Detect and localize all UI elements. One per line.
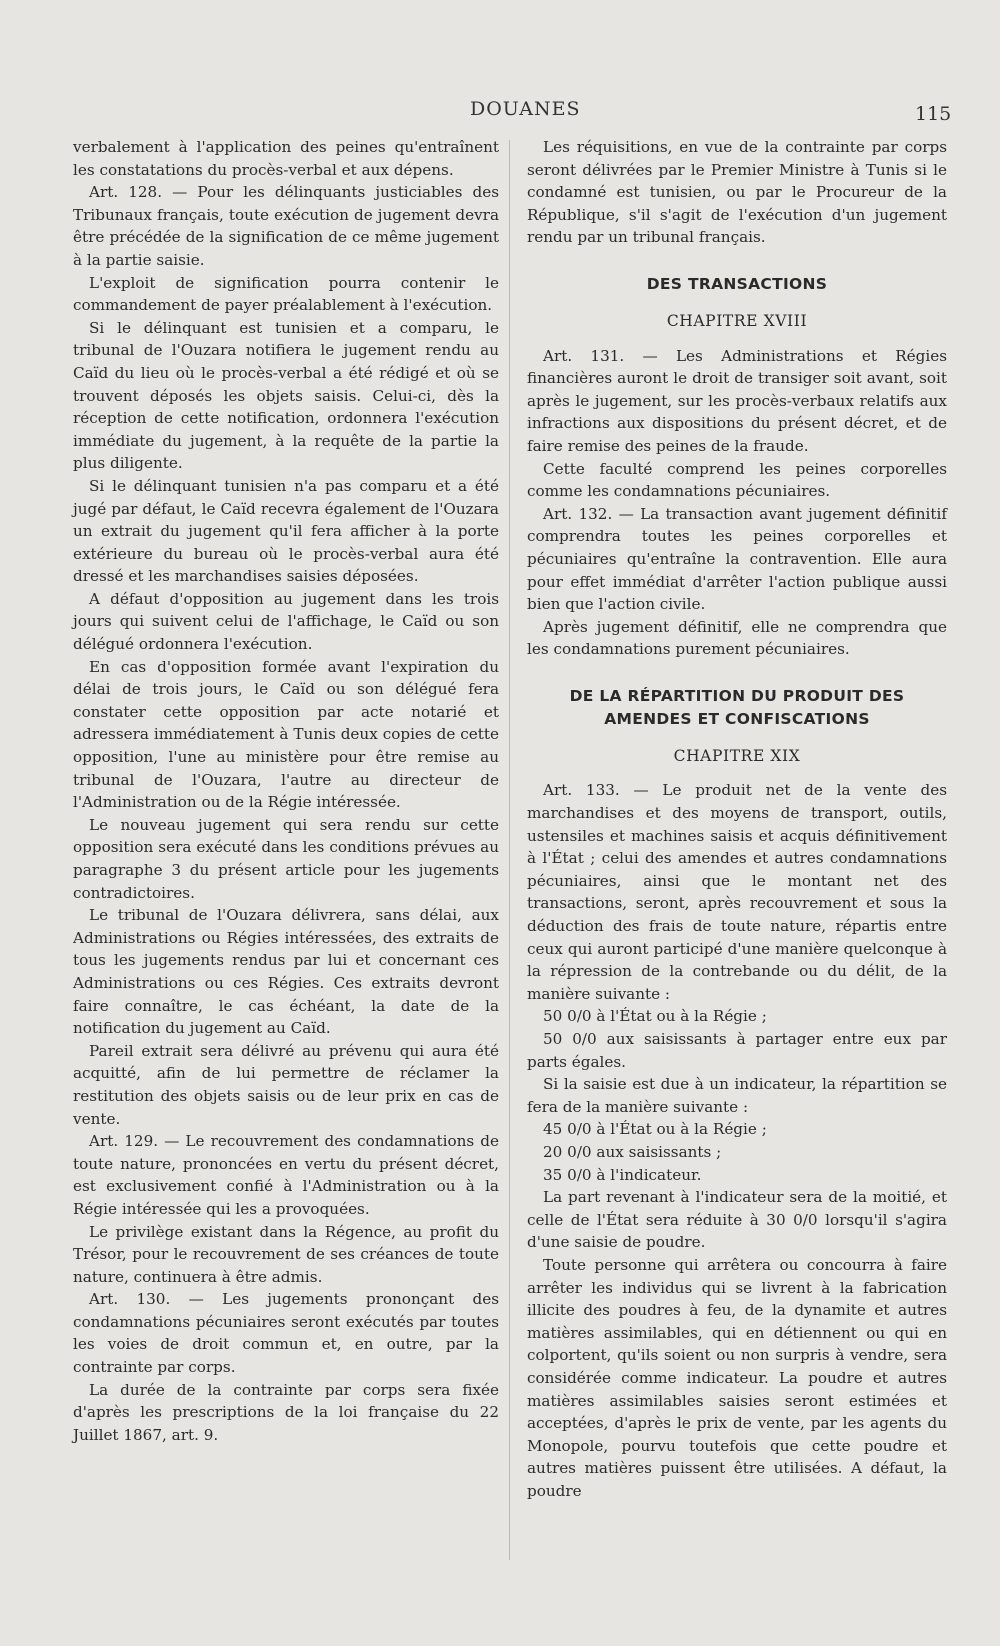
right-column [527, 136, 947, 1502]
paragraph: Pareil extrait sera délivré au prévenu qui aura été acquitté, afin de lui permettre de réclamer la restitution des objets saisis ou de leur prix en cas de vente. [73, 1041, 499, 1128]
paragraph: En cas d'opposition formée avant l'expiration du délai de trois jours, le Caïd ou son délégué fera constater cette opposition par acte notarié et adressera immédiatement à Tunis deux copies de cette opposition, l'une au ministère pour être remise au tribunal de l'Ouzara, l'autre au directeur de l'Administration ou de la Régie intéressée. [73, 657, 499, 812]
paragraph: verbalement à l'application des peines qu'entraînent les constatations du procès-verbal et aux dépens. [73, 138, 499, 179]
running-title: DOUANES [470, 98, 581, 120]
distribution-list-indicator [527, 1118, 947, 1186]
paragraph: Si le délinquant est tunisien et a comparu, le tribunal de l'Ouzara notifiera le jugement rendu au Caïd du lieu où le procès-verbal a été rédigé et où se trouvent déposés les objets saisis. Celui-ci, dès la réception de cette notification, ordonnera l'exécution immédiate du jugement, à la requête de la partie la plus diligente. [73, 318, 499, 473]
paragraph: Cette faculté comprend les peines corporelles comme les condamnations pécuniaires. [527, 459, 947, 501]
article-133: Art. 133. — Le produit net de la vente des marchandises et des moyens de transport, outils, ustensiles et machines saisis et acquis définitivement à l'État ; celui des amendes et autres condamnations pécuniaires, ainsi que le montant net des transactions, seront, après recouvrement et sous la déduction des frais de toute nature, répartis entre ceux qui auront participé d'une manière quelconque à la répression de la contrebande ou du délit, de la manière suivante : [527, 781, 947, 1003]
list-item: 20 0/0 aux saisissants ; [543, 1142, 722, 1161]
page-number: 115 [915, 103, 952, 125]
list-item: 45 0/0 à l'État ou à la Régie ; [543, 1120, 767, 1139]
chapter-heading-xviii: CHAPITRE XVIII [666, 311, 808, 330]
section-heading-repartition-line-2: AMENDES ET CONFISCATIONS [604, 709, 870, 728]
paragraph: Le nouveau jugement qui sera rendu sur cette opposition sera exécuté dans les conditions prévues au paragraphe 3 du présent article pour les jugements contradictoires. [73, 815, 499, 902]
paragraph: A défaut d'opposition au jugement dans les trois jours qui suivent celui de l'affichage, le Caïd ou son délégué ordonnera l'exécution. [73, 589, 499, 654]
paragraph: Le tribunal de l'Ouzara délivrera, sans délai, aux Administrations ou Régies intéressées, des extraits de tous les jugements rendus par lui et concernant ces Administrations ou ces Régies. Ces extraits devront faire connaître, le cas échéant, la date de la notification du jugement au Caïd. [73, 906, 499, 1038]
article-131: Art. 131. — Les Administrations et Régies financières auront le droit de transiger soit avant, soit après le jugement, sur les procès-verbaux relatifs aux infractions aux dispositions du présent décret, et de faire remise des peines de la fraude. [527, 346, 947, 455]
list-item: 50 0/0 aux saisissants à partager entre eux par parts égales. [527, 1030, 947, 1071]
paragraph: La durée de la contrainte par corps sera fixée d'après les prescriptions de la loi française du 22 Juillet 1867, art. 9. [73, 1380, 499, 1444]
paragraph: Après jugement définitif, elle ne comprendra que les condamnations purement pécuniaires. [527, 617, 947, 659]
paragraph: Toute personne qui arrêtera ou concourra à faire arrêter les individus qui se livrent à la fabrication illicite des poudres à feu, de la dynamite et autres matières assimilables, qui en détiennent ou qui en colportent, qu'ils soient ou non surpris à vendre, sera considérée comme indicateur. La poudre et autres matières assimilables saisies seront estimées et acceptées, d'après le prix de vente, par les agents du Monopole, pourvu toutefois que cette poudre et autres matières puissent être utilisées. A défaut, la poudre [527, 1255, 947, 1500]
paragraph: L'exploit de signification pourra contenir le commandement de payer préalablement à l'exécution. [73, 273, 499, 315]
paragraph: Si le délinquant tunisien n'a pas comparu et a été jugé par défaut, le Caïd recevra également de l'Ouzara un extrait du jugement qu'il fera afficher à la porte extérieure du bureau où le procès-verbal aura été dressé et les marchandises saisies déposées. [73, 476, 499, 586]
paragraph: Le privilège existant dans la Régence, au profit du Trésor, pour le recouvrement de ses créances de toute nature, continuera à être admis. [73, 1222, 499, 1286]
list-item: 50 0/0 à l'État ou à la Régie ; [543, 1007, 767, 1026]
paragraph: Si la saisie est due à un indicateur, la répartition se fera de la manière suivante : [527, 1075, 947, 1116]
column-divider [509, 140, 510, 1560]
left-column [73, 136, 499, 1446]
article-128: Art. 128. — Pour les délinquants justiciables des Tribunaux français, toute exécution de jugement devra être précédée de la signification de ce même jugement à la partie saisie. [73, 183, 499, 269]
article-130: Art. 130. — Les jugements prononçant des condamnations pécuniaires seront exécutés par toutes les voies de droit commun et, en outre, par la contrainte par corps. [73, 1290, 499, 1377]
article-132: Art. 132. — La transaction avant jugement définitif comprendra toutes les peines corporelles et pécuniaires qu'entraîne la contravention. Elle aura pour effet immédiat d'arrêter l'action publique aussi bien que l'action civile. [527, 504, 947, 614]
article-129: Art. 129. — Le recouvrement des condamnations de toute nature, prononcées en vertu du présent décret, est exclusivement confié à l'Administration ou à la Régie intéressée qui les a provoquées. [73, 1132, 499, 1218]
paragraph: Les réquisitions, en vue de la contrainte par corps seront délivrées par le Premier Ministre à Tunis si le condamné est tunisien, ou par le Procureur de la République, s'il s'agit de l'exécution d'un jugement rendu par un tribunal français. [527, 138, 947, 247]
distribution-list [527, 1005, 947, 1073]
list-item: 35 0/0 à l'indicateur. [543, 1165, 702, 1184]
section-heading-transactions: DES TRANSACTIONS [646, 274, 828, 293]
chapter-heading-xix: CHAPITRE XIX [673, 746, 801, 765]
paragraph: La part revenant à l'indicateur sera de la moitié, et celle de l'État sera réduite à 30 0/0 lorsqu'il s'agira d'une saisie de poudre. [527, 1188, 947, 1252]
section-heading-repartition-line-1: DE LA RÉPARTITION DU PRODUIT DES [569, 686, 905, 705]
